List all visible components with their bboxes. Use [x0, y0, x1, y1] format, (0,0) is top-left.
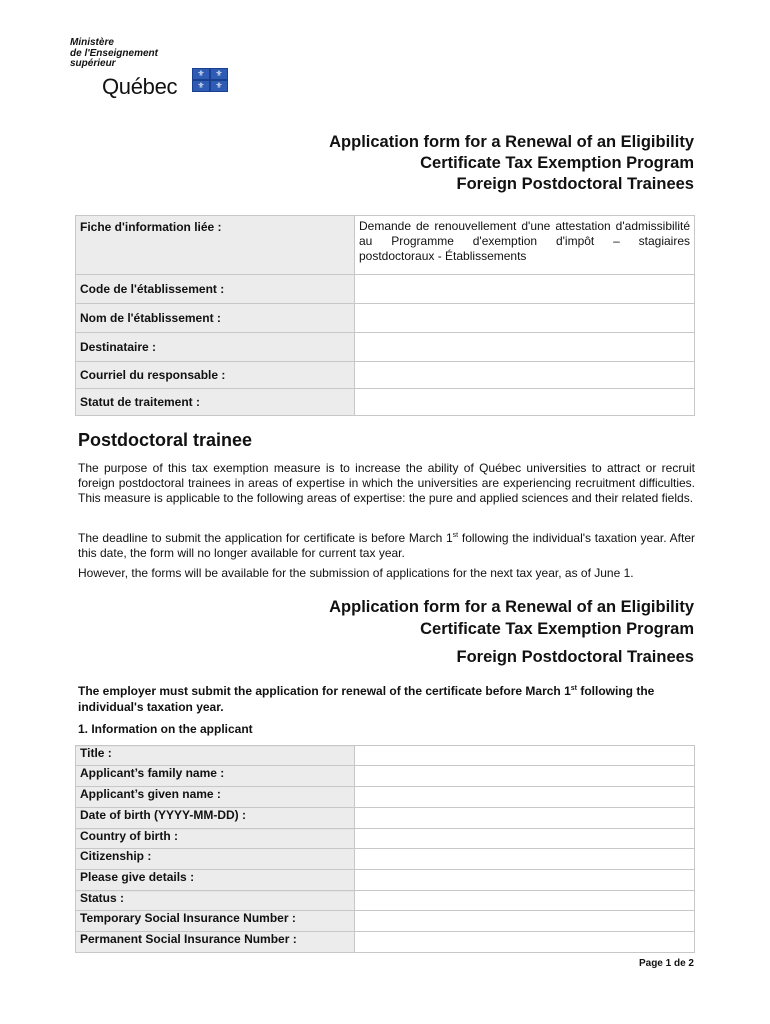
applicant-field-temp-sin[interactable]	[355, 911, 695, 932]
applicant-label-given-name: Applicant’s given name :	[76, 787, 355, 808]
info-label-fiche: Fiche d'information liée :	[76, 216, 355, 275]
table-row	[76, 870, 695, 891]
table-row	[76, 275, 695, 304]
deadline-text-end: following the individual's taxation year. After this date, the form will no longer available for current tax year.	[78, 531, 695, 560]
table-row	[76, 766, 695, 787]
form-title	[329, 596, 694, 668]
applicant-label-family-name: Applicant’s family name :	[76, 766, 355, 787]
table-row	[76, 746, 695, 766]
postdoc-paragraph-2	[78, 528, 695, 561]
employer-notice-end: following the individual's taxation year.	[78, 684, 655, 714]
table-row	[76, 333, 695, 362]
form-title-line1: Application form for a Renewal of an Eligibility	[329, 598, 694, 616]
applicant-field-country[interactable]	[355, 829, 695, 849]
applicant-label-title: Title :	[76, 746, 355, 766]
table-row	[76, 787, 695, 808]
applicant-label-dob: Date of birth (YYYY-MM-DD) :	[76, 808, 355, 829]
ministry-name-line2: de l'Enseignement	[70, 47, 158, 59]
info-value-code[interactable]	[355, 275, 695, 304]
applicant-table	[75, 745, 695, 953]
ministry-logo	[70, 38, 240, 100]
employer-notice	[78, 681, 695, 715]
postdoc-paragraph-3: However, the forms will be available for the submission of applications for the next tax year, as of June 1.	[78, 566, 634, 580]
page-number: Page 1 de 2	[638, 958, 694, 969]
table-row	[76, 891, 695, 911]
info-label-code: Code de l'établissement :	[76, 275, 355, 304]
info-value-destinataire[interactable]	[355, 333, 695, 362]
table-row	[76, 362, 695, 389]
table-row	[76, 808, 695, 829]
info-label-nom: Nom de l'établissement :	[76, 304, 355, 333]
table-row	[76, 911, 695, 932]
applicant-field-perm-sin[interactable]	[355, 932, 695, 953]
deadline-sup: st	[452, 532, 459, 539]
header-title-line3: Foreign Postdoctoral Trainees	[456, 175, 694, 193]
ministry-name-line3: supérieur	[70, 58, 116, 69]
applicant-field-title[interactable]	[355, 746, 695, 766]
employer-notice-start: The employer must submit the application for renewal of the certificate before March 1	[78, 684, 571, 698]
info-value-courriel[interactable]	[355, 362, 695, 389]
header-title-line2: Certificate Tax Exemption Program	[420, 154, 694, 172]
applicant-field-dob[interactable]	[355, 808, 695, 829]
applicant-label-country: Country of birth :	[76, 829, 355, 849]
table-row	[76, 829, 695, 849]
quebec-flag-icon: ⚜ ⚜ ⚜ ⚜	[192, 68, 228, 92]
applicant-field-citizenship[interactable]	[355, 849, 695, 870]
table-row	[76, 932, 695, 953]
table-row	[76, 216, 695, 275]
postdoc-paragraph-1: The purpose of this tax exemption measure is to increase the ability of Québec universities to attract or recruit foreign postdoctoral trainees in areas of expertise in which the universities are experiencing recruitment difficulties. This measure is applicable to the following areas of expertise: the pure and applied sciences and their related fields.	[78, 461, 695, 505]
table-row	[76, 389, 695, 416]
info-table	[75, 215, 695, 416]
applicant-label-status: Status :	[76, 891, 355, 911]
employer-notice-sup: st	[570, 685, 578, 692]
info-value-nom[interactable]	[355, 304, 695, 333]
info-label-statut: Statut de traitement :	[76, 389, 355, 416]
section-applicant-heading: 1. Information on the applicant	[78, 722, 253, 736]
ministry-name-line1: Ministère	[70, 37, 114, 48]
form-title-line2: Certificate Tax Exemption Program	[420, 620, 694, 638]
applicant-field-given-name[interactable]	[355, 787, 695, 808]
quebec-wordmark: Québec	[102, 74, 178, 99]
header-title-line1: Application form for a Renewal of an Eligibility	[329, 133, 694, 151]
info-value-fiche: Demande de renouvellement d'une attestation d'admissibilité au Programme d'exemption d'impôt – stagiaires postdoctoraux - Établissements	[355, 216, 695, 275]
applicant-label-temp-sin: Temporary Social Insurance Number :	[76, 911, 355, 932]
applicant-field-details[interactable]	[355, 870, 695, 891]
info-label-courriel: Courriel du responsable :	[76, 362, 355, 389]
table-row	[76, 304, 695, 333]
postdoc-heading: Postdoctoral trainee	[78, 430, 253, 450]
applicant-field-family-name[interactable]	[355, 766, 695, 787]
header-title	[329, 132, 694, 195]
applicant-field-status[interactable]	[355, 891, 695, 911]
applicant-label-perm-sin: Permanent Social Insurance Number :	[76, 932, 355, 953]
form-title-line3: Foreign Postdoctoral Trainees	[456, 648, 694, 666]
info-label-destinataire: Destinataire :	[76, 333, 355, 362]
info-value-statut[interactable]	[355, 389, 695, 416]
table-row	[76, 849, 695, 870]
applicant-label-citizenship: Citizenship :	[76, 849, 355, 870]
applicant-label-details: Please give details :	[76, 870, 355, 891]
deadline-text-start: The deadline to submit the application for certificate is before March 1	[78, 531, 453, 545]
